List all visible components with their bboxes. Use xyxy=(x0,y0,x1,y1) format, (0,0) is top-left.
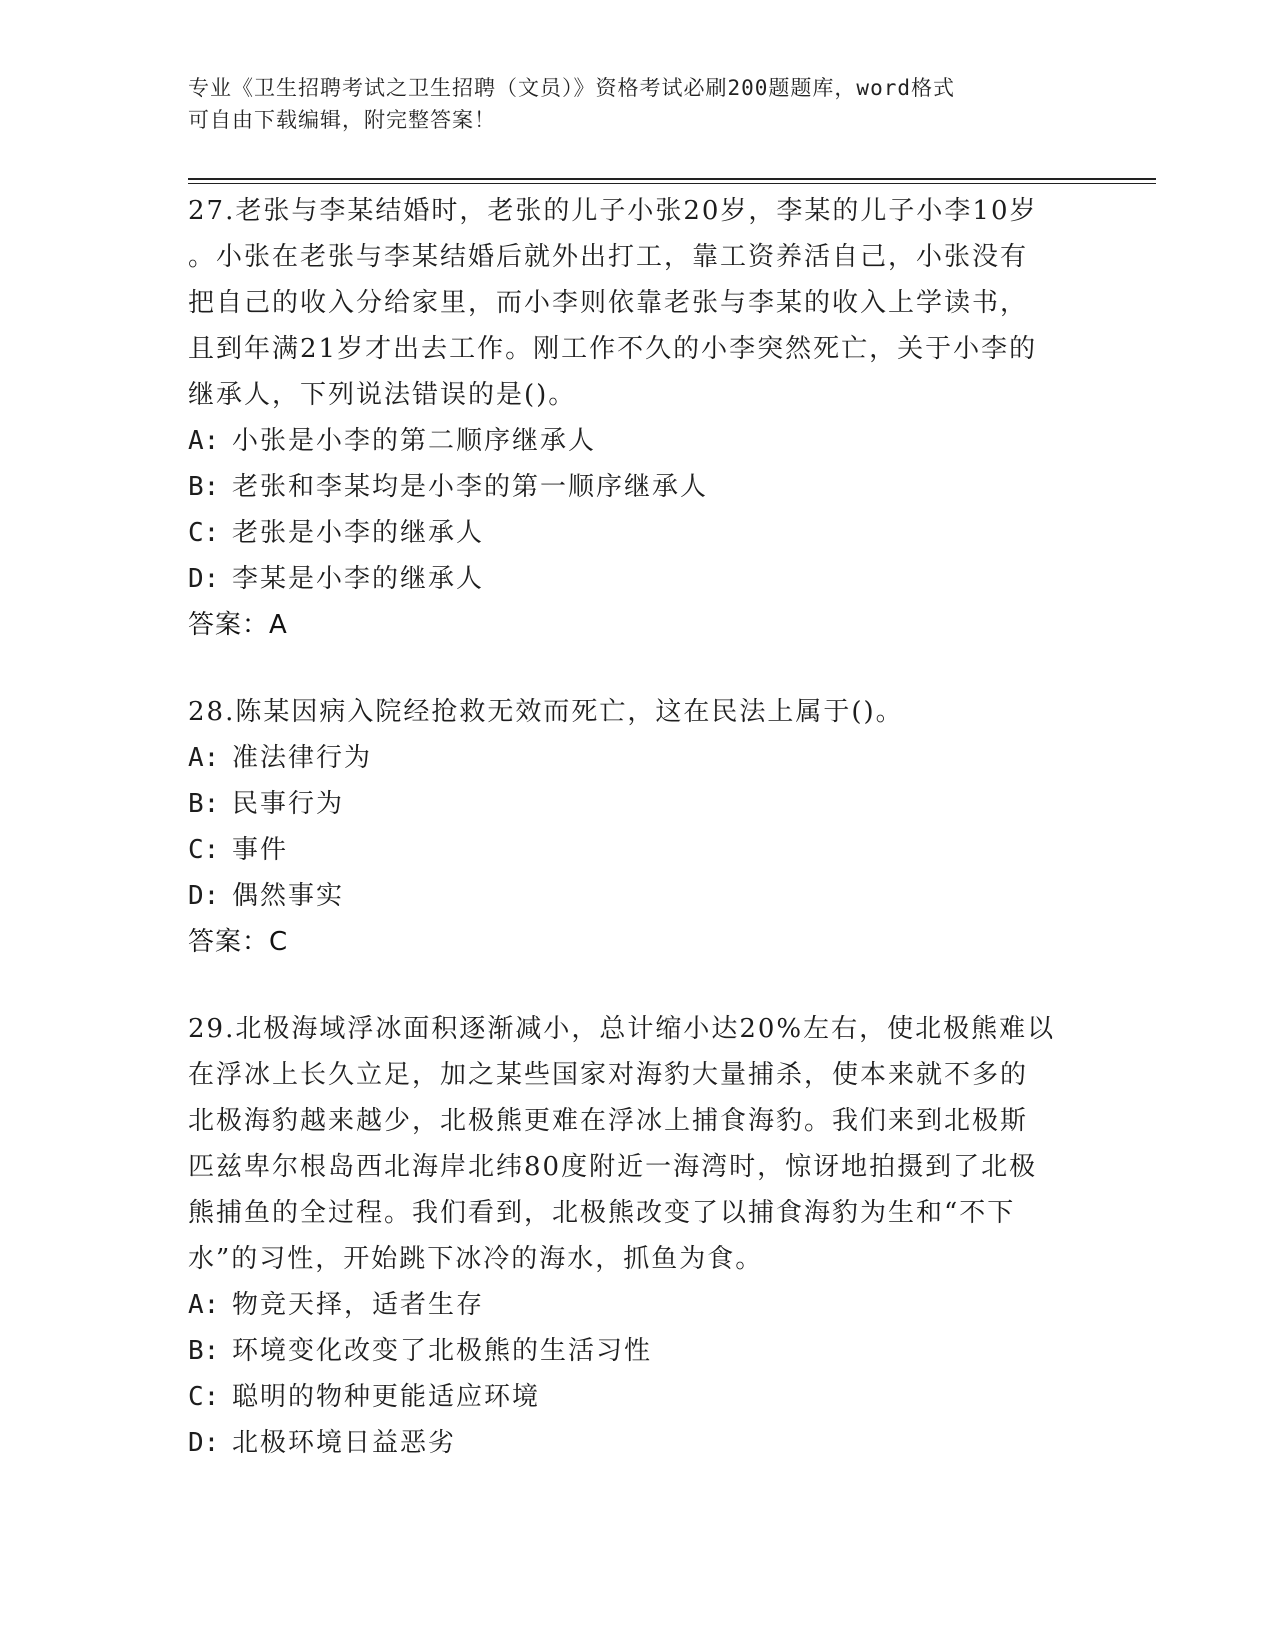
option-a xyxy=(188,1282,1088,1328)
option-text: 物竞天择，适者生存 xyxy=(232,1290,485,1320)
answer-line: 答案：C xyxy=(188,927,289,957)
option-letter: D: xyxy=(188,1428,220,1458)
option-text: 聪明的物种更能适应环境 xyxy=(232,1382,541,1412)
option-c xyxy=(188,510,1088,556)
option-text: 环境变化改变了北极熊的生活习性 xyxy=(232,1336,653,1366)
question-stem-line: 继承人，下列说法错误的是()。 xyxy=(188,380,577,410)
option-letter: C: xyxy=(188,835,220,865)
question-stem-line: 匹兹卑尔根岛西北海岸北纬80度附近一海湾时，惊讶地拍摄到了北极 xyxy=(188,1152,1038,1182)
option-c xyxy=(188,827,1088,873)
option-text: 北极环境日益恶劣 xyxy=(232,1428,457,1458)
option-text: 老张和李某均是小李的第一顺序继承人 xyxy=(232,472,709,502)
option-letter: A: xyxy=(188,426,220,456)
option-b xyxy=(188,464,1088,510)
question-29 xyxy=(188,1006,1088,1466)
option-letter: B: xyxy=(188,472,220,502)
option-text: 偶然事实 xyxy=(232,881,345,911)
option-letter: C: xyxy=(188,1382,220,1412)
option-text: 李某是小李的继承人 xyxy=(232,564,485,594)
header-divider-thin xyxy=(188,183,1156,184)
document-header xyxy=(188,72,1068,136)
option-d xyxy=(188,873,1088,919)
option-d xyxy=(188,1420,1088,1466)
option-text: 事件 xyxy=(232,835,289,865)
option-b xyxy=(188,781,1088,827)
option-c xyxy=(188,1374,1088,1420)
option-letter: B: xyxy=(188,789,220,819)
option-b xyxy=(188,1328,1088,1374)
question-stem-line: 水”的习性，开始跳下冰冷的海水，抓鱼为食。 xyxy=(188,1244,764,1274)
answer-line: 答案：A xyxy=(188,610,288,640)
header-line-1: 专业《卫生招聘考试之卫生招聘（文员）》资格考试必刷200题题库，word格式 xyxy=(188,76,955,100)
question-27 xyxy=(188,188,1088,648)
option-letter: A: xyxy=(188,1290,220,1320)
header-divider-thick xyxy=(188,178,1156,180)
option-text: 老张是小李的继承人 xyxy=(232,518,485,548)
question-stem-line: 27.老张与李某结婚时，老张的儿子小张20岁，李某的儿子小李10岁 xyxy=(188,196,1038,226)
header-line-2: 可自由下载编辑，附完整答案！ xyxy=(188,108,496,132)
option-a xyxy=(188,418,1088,464)
option-letter: A: xyxy=(188,743,220,773)
question-stem-line: 28.陈某因病入院经抢救无效而死亡，这在民法上属于()。 xyxy=(188,697,904,727)
question-stem-line: 29.北极海域浮冰面积逐渐减小，总计缩小达20%左右，使北极熊难以 xyxy=(188,1014,1056,1044)
option-text: 准法律行为 xyxy=(232,743,373,773)
option-text: 民事行为 xyxy=(232,789,345,819)
question-28 xyxy=(188,689,1088,965)
question-stem-line: 北极海豹越来越少，北极熊更难在浮冰上捕食海豹。我们来到北极斯 xyxy=(188,1106,1029,1136)
question-stem-line: 且到年满21岁才出去工作。刚工作不久的小李突然死亡，关于小李的 xyxy=(188,334,1038,364)
option-letter: B: xyxy=(188,1336,220,1366)
option-a xyxy=(188,735,1088,781)
option-d xyxy=(188,556,1088,602)
question-stem-line: 在浮冰上长久立足，加之某些国家对海豹大量捕杀，使本来就不多的 xyxy=(188,1060,1029,1090)
option-text: 小张是小李的第二顺序继承人 xyxy=(232,426,597,456)
question-stem-line: 熊捕鱼的全过程。我们看到，北极熊改变了以捕食海豹为生和“不下 xyxy=(188,1198,1016,1228)
option-letter: D: xyxy=(188,564,220,594)
option-letter: C: xyxy=(188,518,220,548)
question-stem-line: 把自己的收入分给家里，而小李则依靠老张与李某的收入上学读书， xyxy=(188,288,1029,318)
option-letter: D: xyxy=(188,881,220,911)
question-stem-line: 。小张在老张与李某结婚后就外出打工，靠工资养活自己，小张没有 xyxy=(188,242,1029,272)
